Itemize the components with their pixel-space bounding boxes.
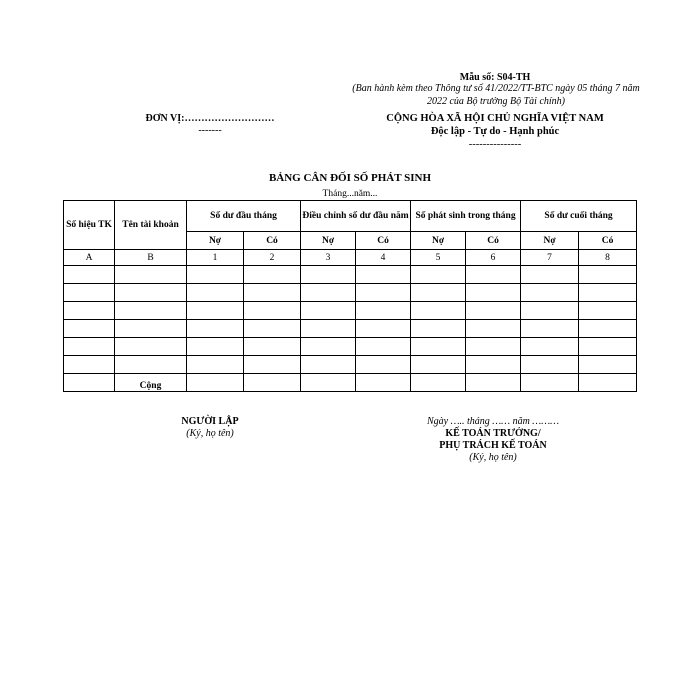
table-cell[interactable]	[187, 320, 244, 338]
header-opening-adjustment: Điều chỉnh số dư đầu năm	[301, 201, 411, 232]
motto-dashes: ---------------	[468, 139, 522, 150]
table-cell[interactable]	[115, 338, 187, 356]
table-cell[interactable]	[411, 266, 466, 284]
header-credit: Có	[356, 232, 411, 250]
table-cell[interactable]	[115, 266, 187, 284]
table-cell[interactable]	[579, 338, 637, 356]
table-cell[interactable]	[521, 266, 579, 284]
table-cell[interactable]	[466, 284, 521, 302]
chief-note: (Ký, họ tên)	[469, 452, 517, 463]
column-code: B	[115, 250, 187, 266]
table-cell[interactable]	[521, 356, 579, 374]
table-cell[interactable]	[521, 284, 579, 302]
table-cell[interactable]	[301, 338, 356, 356]
chief-title-line2: PHỤ TRÁCH KẾ TOÁN	[439, 440, 547, 451]
table-cell[interactable]	[356, 374, 411, 392]
table-row	[64, 266, 637, 284]
table-cell[interactable]	[244, 284, 301, 302]
table-cell[interactable]	[187, 374, 244, 392]
table-cell[interactable]	[521, 338, 579, 356]
header-opening-balance: Số dư đầu tháng	[187, 201, 301, 232]
trial-balance-table	[63, 200, 637, 392]
table-cell[interactable]	[64, 266, 115, 284]
header-account-code: Số hiệu TK	[64, 201, 115, 250]
table-cell[interactable]	[115, 320, 187, 338]
header-credit: Có	[579, 232, 637, 250]
table-cell[interactable]	[411, 320, 466, 338]
table-cell[interactable]	[356, 266, 411, 284]
table-cell[interactable]	[466, 356, 521, 374]
date-line: Ngày ….. tháng …… năm ………	[427, 416, 559, 427]
report-period: Tháng...năm...	[322, 189, 378, 199]
table-cell[interactable]	[64, 302, 115, 320]
table-cell[interactable]	[115, 284, 187, 302]
header-closing-balance: Số dư cuối tháng	[521, 201, 637, 232]
table-cell[interactable]	[244, 302, 301, 320]
column-code-row	[64, 250, 637, 266]
table-cell[interactable]	[521, 374, 579, 392]
table-cell[interactable]	[301, 356, 356, 374]
preparer-block	[150, 416, 270, 440]
preparer-title: NGƯỜI LẬP	[181, 416, 239, 427]
nation-title: CỘNG HÒA XÃ HỘI CHỦ NGHĨA VIỆT NAM	[386, 113, 604, 124]
column-code: 6	[466, 250, 521, 266]
table-row	[64, 338, 637, 356]
table-cell[interactable]	[244, 374, 301, 392]
table-row	[64, 320, 637, 338]
header-debit: Nợ	[301, 232, 356, 250]
report-title: BẢNG CÂN ĐỐI SỐ PHÁT SINH	[268, 172, 432, 184]
table-row	[64, 356, 637, 374]
table-cell[interactable]	[579, 266, 637, 284]
table-cell[interactable]	[64, 284, 115, 302]
table-cell[interactable]	[411, 302, 466, 320]
header-monthly-arising: Số phát sinh trong tháng	[411, 201, 521, 232]
table-cell[interactable]	[244, 338, 301, 356]
table-cell[interactable]	[115, 302, 187, 320]
total-row	[64, 374, 637, 392]
table-cell[interactable]	[115, 356, 187, 374]
column-code: 1	[187, 250, 244, 266]
table-cell[interactable]	[356, 284, 411, 302]
table-cell[interactable]	[466, 320, 521, 338]
table-cell[interactable]	[411, 374, 466, 392]
table-cell[interactable]	[64, 320, 115, 338]
header-credit: Có	[466, 232, 521, 250]
table-cell[interactable]	[301, 266, 356, 284]
table-cell[interactable]	[356, 320, 411, 338]
table-cell[interactable]	[356, 356, 411, 374]
column-code: 7	[521, 250, 579, 266]
table-cell[interactable]	[579, 356, 637, 374]
table-cell[interactable]	[579, 284, 637, 302]
column-code: A	[64, 250, 115, 266]
table-cell[interactable]	[579, 302, 637, 320]
table-cell[interactable]	[466, 302, 521, 320]
table-cell[interactable]	[466, 338, 521, 356]
table-cell[interactable]	[301, 320, 356, 338]
column-code: 2	[244, 250, 301, 266]
column-code: 3	[301, 250, 356, 266]
table-cell[interactable]	[64, 356, 115, 374]
table-cell[interactable]	[301, 302, 356, 320]
table-cell[interactable]	[244, 266, 301, 284]
preparer-note: (Ký, họ tên)	[186, 428, 234, 439]
table-cell[interactable]	[187, 338, 244, 356]
motto: Độc lập - Tự do - Hạnh phúc	[430, 126, 560, 137]
table-cell[interactable]	[187, 284, 244, 302]
table-cell[interactable]	[356, 338, 411, 356]
unit-dashes: -------	[198, 125, 222, 136]
table-cell[interactable]	[466, 266, 521, 284]
table-cell[interactable]	[301, 284, 356, 302]
table-cell[interactable]	[356, 302, 411, 320]
table-cell[interactable]	[187, 356, 244, 374]
table-cell[interactable]	[579, 320, 637, 338]
table-cell[interactable]	[466, 374, 521, 392]
chief-accountant-block	[398, 416, 588, 464]
table-cell[interactable]	[411, 356, 466, 374]
form-number: Mẫu số: S04-TH	[459, 72, 531, 83]
table-row	[64, 284, 637, 302]
table-cell[interactable]	[64, 374, 115, 392]
table-cell[interactable]	[244, 320, 301, 338]
table-cell[interactable]	[579, 374, 637, 392]
header-debit: Nợ	[521, 232, 579, 250]
total-label: Cộng	[115, 374, 187, 392]
header-debit: Nợ	[187, 232, 244, 250]
table-cell[interactable]	[187, 302, 244, 320]
header-account-name: Tên tài khoản	[115, 201, 187, 250]
header-credit: Có	[244, 232, 301, 250]
issue-note: (Ban hành kèm theo Thông tư số 41/2022/TT-BTC ngày 05 tháng 7 năm 2022 của Bộ trưởng Bộ Tài chính)	[352, 83, 640, 107]
table-cell[interactable]	[64, 338, 115, 356]
column-code: 4	[356, 250, 411, 266]
table-cell[interactable]	[187, 266, 244, 284]
header-debit: Nợ	[411, 232, 466, 250]
table-row	[64, 302, 637, 320]
table-cell[interactable]	[411, 338, 466, 356]
unit-label: ĐƠN VỊ:………………………	[145, 113, 275, 124]
table-cell[interactable]	[301, 374, 356, 392]
chief-title-line1: KẾ TOÁN TRƯỞNG/	[445, 428, 541, 439]
table-cell[interactable]	[411, 284, 466, 302]
table-cell[interactable]	[244, 356, 301, 374]
table-cell[interactable]	[521, 302, 579, 320]
column-code: 8	[579, 250, 637, 266]
table-cell[interactable]	[521, 320, 579, 338]
nation-block	[370, 112, 620, 151]
column-code: 5	[411, 250, 466, 266]
